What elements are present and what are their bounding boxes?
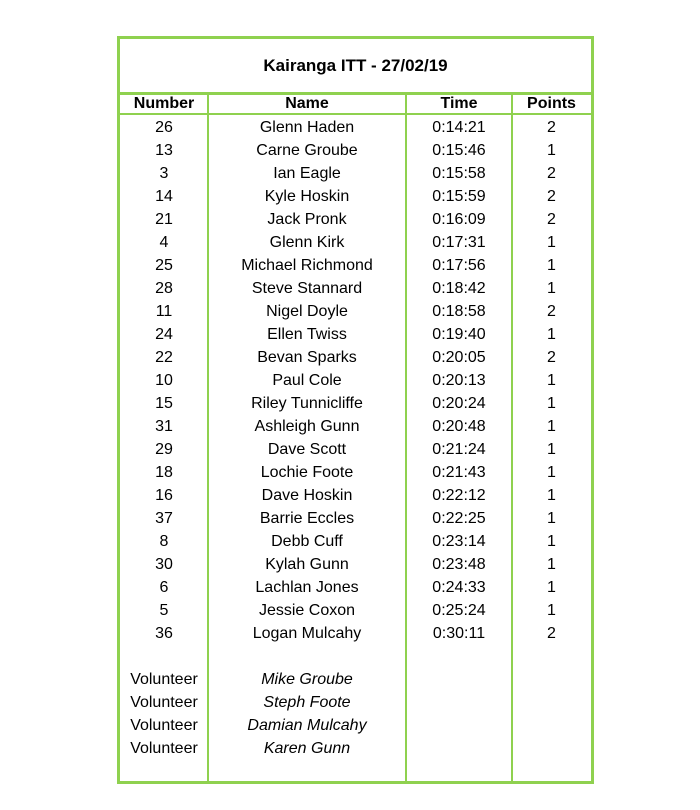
rider-time: 0:24:33 xyxy=(432,579,486,596)
rider-number: 16 xyxy=(155,487,173,504)
rider-points: 1 xyxy=(547,280,556,297)
rider-number: 4 xyxy=(159,234,169,251)
rider-time: 0:20:24 xyxy=(432,395,486,412)
rider-number: 26 xyxy=(155,119,173,136)
rider-number: 13 xyxy=(155,142,173,159)
rider-name: Barrie Eccles xyxy=(259,510,355,527)
rider-points: 2 xyxy=(547,188,556,205)
rider-number: 30 xyxy=(155,556,173,573)
rider-points: 2 xyxy=(547,625,556,642)
rider-points: 1 xyxy=(547,556,556,573)
rider-name: Ellen Twiss xyxy=(267,326,347,343)
rider-number: 37 xyxy=(155,510,173,527)
rider-points: 2 xyxy=(547,119,556,136)
rider-number: 18 xyxy=(155,464,173,481)
rider-points: 1 xyxy=(547,372,556,389)
rider-points: 2 xyxy=(547,165,556,182)
rider-number: 24 xyxy=(155,326,173,343)
rider-time: 0:23:48 xyxy=(432,556,486,573)
rider-name: Carne Groube xyxy=(256,142,358,159)
rider-number: 10 xyxy=(155,372,173,389)
header-points: Points xyxy=(527,95,576,112)
rider-name: Riley Tunnicliffe xyxy=(251,395,363,412)
rider-time: 0:18:42 xyxy=(432,280,486,297)
rider-time: 0:22:25 xyxy=(432,510,486,527)
rider-points: 1 xyxy=(547,487,556,504)
rider-time: 0:23:14 xyxy=(432,533,486,550)
rider-time: 0:21:24 xyxy=(432,441,486,458)
rider-points: 1 xyxy=(547,142,556,159)
header-name: Name xyxy=(285,95,329,112)
rider-name: Jack Pronk xyxy=(267,211,347,228)
rider-points: 1 xyxy=(547,441,556,458)
volunteer-name: Mike Groube xyxy=(261,671,353,688)
rider-name: Ashleigh Gunn xyxy=(254,418,360,435)
rider-number: 25 xyxy=(155,257,173,274)
rider-name: Lochie Foote xyxy=(260,464,354,481)
rider-points: 1 xyxy=(547,234,556,251)
header-number: Number xyxy=(133,95,195,112)
rider-points: 1 xyxy=(547,326,556,343)
rider-name: Nigel Doyle xyxy=(266,303,348,320)
rider-time: 0:15:58 xyxy=(432,165,486,182)
rider-time: 0:30:11 xyxy=(432,625,486,642)
rider-number: 21 xyxy=(155,211,173,228)
rider-time: 0:18:58 xyxy=(432,303,486,320)
volunteer-label: Volunteer xyxy=(130,671,198,688)
rider-number: 29 xyxy=(155,441,173,458)
rider-name: Dave Hoskin xyxy=(261,487,353,504)
rider-time: 0:21:43 xyxy=(432,464,486,481)
rider-name: Glenn Kirk xyxy=(269,234,345,251)
rider-time: 0:20:13 xyxy=(432,372,486,389)
rider-number: 14 xyxy=(155,188,173,205)
rider-time: 0:16:09 xyxy=(432,211,486,228)
rider-time: 0:25:24 xyxy=(432,602,486,619)
rider-number: 8 xyxy=(159,533,169,550)
rider-time: 0:17:31 xyxy=(432,234,486,251)
rider-name: Michael Richmond xyxy=(241,257,373,274)
rider-time: 0:14:21 xyxy=(432,119,486,136)
volunteer-name: Karen Gunn xyxy=(263,740,351,757)
rider-name: Logan Mulcahy xyxy=(252,625,362,642)
rider-points: 1 xyxy=(547,395,556,412)
rider-time: 0:19:40 xyxy=(432,326,486,343)
rider-number: 31 xyxy=(155,418,173,435)
results-table xyxy=(117,36,594,784)
rider-points: 2 xyxy=(547,303,556,320)
rider-points: 1 xyxy=(547,579,556,596)
rider-number: 28 xyxy=(155,280,173,297)
rider-time: 0:17:56 xyxy=(432,257,486,274)
rider-name: Lachlan Jones xyxy=(255,579,359,596)
rider-number: 15 xyxy=(155,395,173,412)
rider-name: Jessie Coxon xyxy=(258,602,356,619)
rider-name: Steve Stannard xyxy=(251,280,363,297)
rider-number: 11 xyxy=(155,303,173,320)
rider-points: 1 xyxy=(547,602,556,619)
rider-name: Paul Cole xyxy=(272,372,342,389)
rider-points: 1 xyxy=(547,257,556,274)
rider-number: 36 xyxy=(155,625,173,642)
rider-points: 1 xyxy=(547,464,556,481)
rider-number: 5 xyxy=(159,602,169,619)
rider-time: 0:15:46 xyxy=(432,142,486,159)
header-time: Time xyxy=(440,95,478,112)
rider-number: 22 xyxy=(155,349,173,366)
volunteer-label: Volunteer xyxy=(130,740,198,757)
rider-time: 0:15:59 xyxy=(432,188,486,205)
rider-name: Kyle Hoskin xyxy=(264,188,350,205)
rider-name: Dave Scott xyxy=(267,441,347,458)
rider-name: Debb Cuff xyxy=(271,533,343,550)
rider-name: Kylah Gunn xyxy=(265,556,349,573)
volunteer-label: Volunteer xyxy=(130,694,198,711)
page-title: Kairanga ITT - 27/02/19 xyxy=(120,39,591,95)
rider-points: 1 xyxy=(547,510,556,527)
volunteer-name: Steph Foote xyxy=(263,694,351,711)
rider-points: 1 xyxy=(547,418,556,435)
rider-time: 0:20:48 xyxy=(432,418,486,435)
rider-name: Ian Eagle xyxy=(273,165,341,182)
rider-name: Bevan Sparks xyxy=(257,349,357,366)
rider-time: 0:20:05 xyxy=(432,349,486,366)
rider-points: 2 xyxy=(547,349,556,366)
rider-points: 2 xyxy=(547,211,556,228)
rider-name: Glenn Haden xyxy=(259,119,355,136)
rider-points: 1 xyxy=(547,533,556,550)
rider-number: 3 xyxy=(159,165,169,182)
volunteer-name: Damian Mulcahy xyxy=(247,717,367,734)
rider-number: 6 xyxy=(159,579,169,596)
volunteer-label: Volunteer xyxy=(130,717,198,734)
rider-time: 0:22:12 xyxy=(432,487,486,504)
